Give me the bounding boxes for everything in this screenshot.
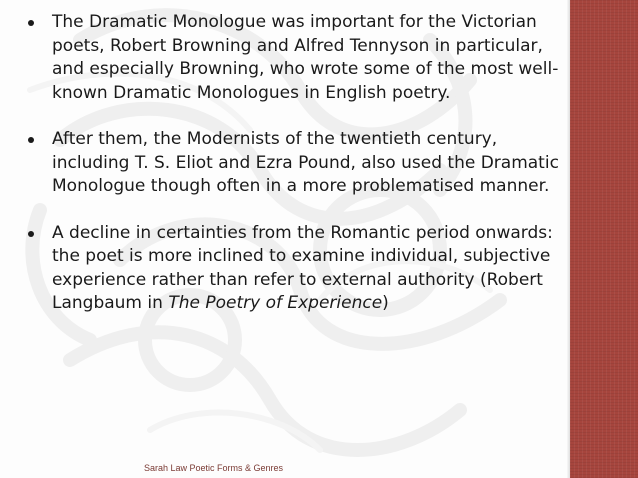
bullet-text-end: ) bbox=[382, 293, 389, 313]
bullet-dot-icon bbox=[28, 137, 34, 143]
bullet-item bbox=[24, 222, 564, 316]
book-title: The Poetry of Experience bbox=[168, 293, 383, 313]
bullet-dot-icon bbox=[28, 231, 34, 237]
bullet-text: A decline in certainties from the Romantic period onwards: the poet is more inclined to examine individual, subjective experience rather than refer to external authority (Robert Langbaum in bbox=[52, 222, 553, 313]
bullet-dot-icon bbox=[28, 20, 34, 26]
bullet-item bbox=[24, 11, 564, 105]
footer-text: Sarah Law Poetic Forms & Genres bbox=[144, 463, 284, 473]
bullet-text: The Dramatic Monologue was important for the Victorian poets, Robert Browning and Alfred Tennyson in particular, and especially Browning, who wrote some of the most well-known Dramatic Monologues in English poetry. bbox=[52, 12, 559, 103]
decorative-side-bar bbox=[570, 0, 638, 478]
bullet-text: After them, the Modernists of the twentieth century, including T. S. Eliot and Ezra Pound, also used the Dramatic Monologue though often in a more problematised manner. bbox=[52, 129, 559, 196]
bullet-item bbox=[24, 128, 564, 199]
bullet-list bbox=[24, 11, 564, 316]
